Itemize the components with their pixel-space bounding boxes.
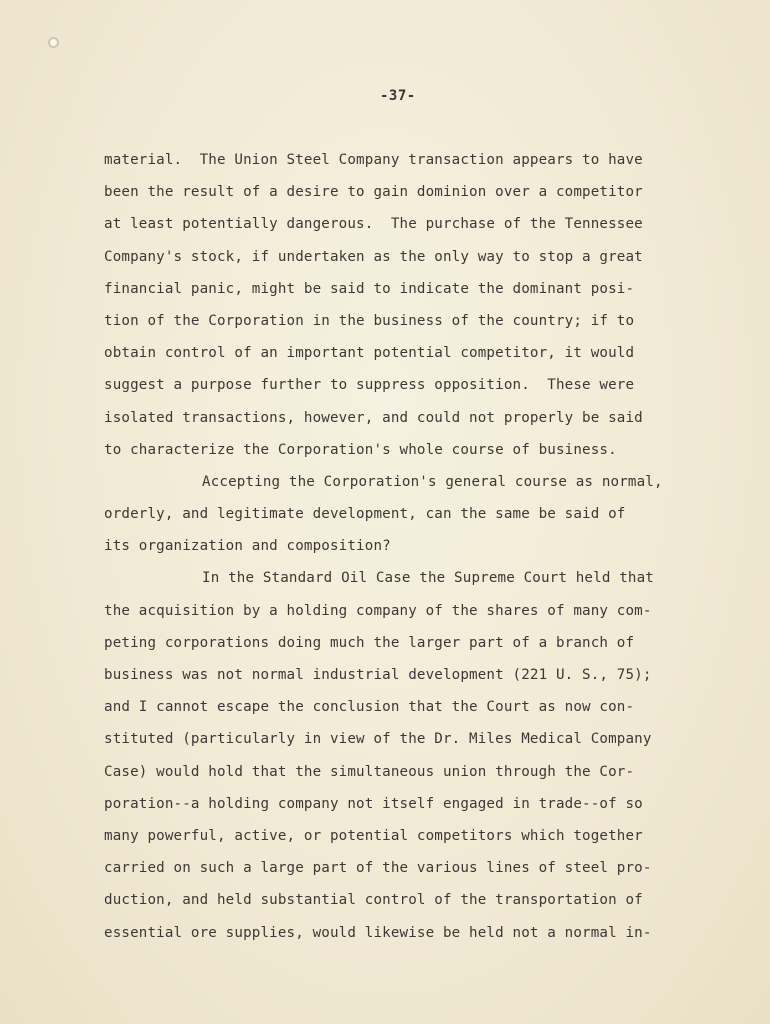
text-line: its organization and composition?: [104, 538, 391, 555]
text-line: Case) would hold that the simultaneous union through the Cor-: [104, 763, 635, 780]
page-number: -37-: [380, 88, 416, 104]
text-line: business was not normal industrial development (221 U. S., 75);: [104, 667, 652, 683]
text-line: Company's stock, if undertaken as the only way to stop a great: [104, 248, 643, 265]
text-line: poration--a holding company not itself engaged in trade--of so: [104, 795, 643, 812]
body-text: [104, 150, 734, 955]
text-line: many powerful, active, or potential competitors which together: [104, 827, 643, 844]
text-line: duction, and held substantial control of the transportation of: [104, 892, 643, 909]
text-line: and I cannot escape the conclusion that the Court as now con-: [104, 699, 635, 716]
text-line: the acquisition by a holding company of the shares of many com-: [104, 602, 652, 619]
text-line: stituted (particularly in view of the Dr. Miles Medical Company: [104, 731, 652, 748]
text-line: to characterize the Corporation's whole course of business.: [104, 441, 617, 458]
text-line: orderly, and legitimate development, can the same be said of: [104, 506, 626, 523]
text-line: financial panic, might be said to indicate the dominant posi-: [104, 280, 635, 297]
text-line: material. The Union Steel Company transaction appears to have: [104, 152, 643, 168]
text-line: carried on such a large part of the various lines of steel pro-: [104, 860, 652, 877]
text-line: essential ore supplies, would likewise be held not a normal in-: [104, 924, 652, 941]
text-line: Accepting the Corporation's general course as normal,: [202, 473, 663, 490]
text-line: been the result of a desire to gain dominion over a competitor: [104, 184, 643, 201]
text-line: isolated transactions, however, and could not properly be said: [104, 409, 643, 426]
text-line: at least potentially dangerous. The purchase of the Tennessee: [104, 216, 643, 233]
text-line: peting corporations doing much the larger part of a branch of: [104, 634, 635, 651]
text-line: obtain control of an important potential competitor, it would: [104, 345, 635, 362]
text-line: In the Standard Oil Case the Supreme Court held that: [202, 570, 654, 587]
text-line: suggest a purpose further to suppress opposition. These were: [104, 377, 635, 394]
punch-hole: [48, 37, 59, 48]
text-line: tion of the Corporation in the business of the country; if to: [104, 312, 635, 329]
